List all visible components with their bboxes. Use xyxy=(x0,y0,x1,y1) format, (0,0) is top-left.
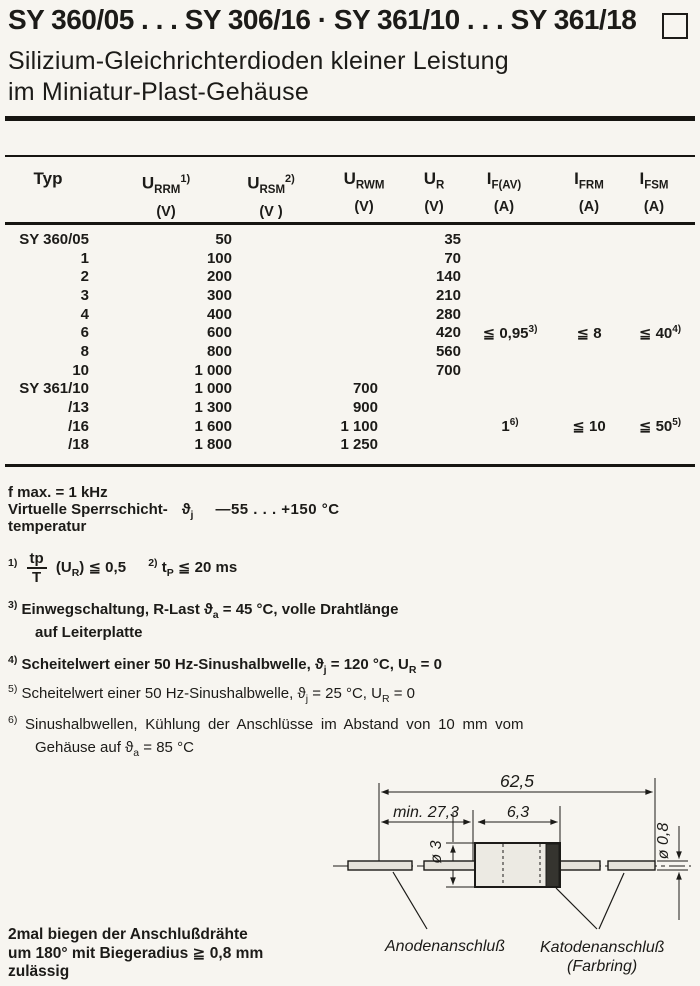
cathode-lead-segment-2 xyxy=(608,861,655,870)
table-cell: SY 361/10 xyxy=(19,380,89,398)
table-cell: 4 xyxy=(80,305,89,323)
table-cell: 1 xyxy=(80,249,89,267)
table-cell: 8 xyxy=(80,342,89,360)
table-cell: SY 360/05 xyxy=(19,230,89,248)
table-cell: 6 xyxy=(80,324,89,342)
anode-label: Anodenanschluß xyxy=(385,938,506,955)
table-cell: 400 xyxy=(206,305,232,323)
dim-body-dia-text: ø 3 xyxy=(428,840,445,864)
page-title: SY 360/05 . . . SY 306/16 · SY 361/10 . . . SY 361/18 xyxy=(8,4,637,35)
footnote-2-text: $^{2)}$ $t_P$ ≦ 20 ms xyxy=(148,556,238,579)
column-header: $U_{RSM}^{2)}$ (V ) xyxy=(247,173,295,221)
junction-temp-label-2: temperatur xyxy=(8,518,87,535)
junction-temp-label: Virtuelle Sperrschicht- xyxy=(8,501,168,518)
column-header: $U_R$ (V) xyxy=(423,169,445,216)
table-cell: 1 300 xyxy=(194,399,232,417)
table-cell: 3 xyxy=(80,286,89,304)
footnote-1-text: $(U_R)$ ≦ 0,5 xyxy=(55,558,127,579)
table-cell: ≦ 8 xyxy=(576,324,602,342)
anode-lead-segment-1 xyxy=(348,861,412,870)
cathode-lead-segment-1 xyxy=(560,861,600,870)
anode-leader-line xyxy=(393,872,427,929)
table-cell: 700 xyxy=(435,361,461,379)
table-row xyxy=(0,230,700,249)
table-cell: 210 xyxy=(435,286,461,304)
table-cell: 1 100 xyxy=(340,417,378,435)
table-cell: 1 600 xyxy=(194,417,232,435)
table-cell: 700 xyxy=(352,380,378,398)
table-cell: 1 000 xyxy=(194,361,232,379)
table-cell: 800 xyxy=(206,342,232,360)
junction-temp-value: —55 . . . +150 °C xyxy=(215,501,340,518)
table-cell: ≦ 10 xyxy=(572,418,606,436)
dim-wire-dia-text: ø 0,8 xyxy=(655,822,672,860)
table-cell: 100 xyxy=(206,249,232,267)
column-header: $U_{RRM}^{1)}$ (V) xyxy=(141,173,191,221)
table-cell: 600 xyxy=(206,324,232,342)
f-max-line: f max. = 1 kHz xyxy=(8,484,108,501)
page-subtitle xyxy=(8,46,509,108)
table-header-rule xyxy=(5,222,695,225)
table-cell: 280 xyxy=(435,305,461,323)
fraction-denominator: T xyxy=(32,569,42,586)
table-cell: ≦ 40$^{4)}$ xyxy=(638,323,682,342)
table-row xyxy=(0,380,700,399)
fraction-numerator: tp xyxy=(27,550,47,569)
title-divider-rule xyxy=(5,116,695,121)
table-cell: 2 xyxy=(80,268,89,286)
table-cell: 50 xyxy=(215,230,232,248)
table-cell: ≦ 0,95$^{3)}$ xyxy=(482,323,538,342)
table-cell: 200 xyxy=(206,268,232,286)
corner-square-mark xyxy=(662,13,688,39)
dim-body-text: 6,3 xyxy=(506,804,530,821)
column-header: $I_{FRM}$ (A) xyxy=(574,169,604,216)
table-cell: 10 xyxy=(72,361,89,379)
table-cell: 300 xyxy=(206,286,232,304)
table-body xyxy=(0,230,700,454)
table-cell: ≦ 50$^{5)}$ xyxy=(638,417,682,436)
table-row xyxy=(0,417,700,436)
table-cell: /13 xyxy=(68,399,89,417)
table-cell: 70 xyxy=(444,249,461,267)
table-cell: /16 xyxy=(68,417,89,435)
table-row xyxy=(0,361,700,380)
table-cell: 420 xyxy=(435,324,461,342)
subtitle-line-1: Silizium-Gleichrichterdioden kleiner Leistung xyxy=(8,47,509,75)
subtitle-line-2: im Miniatur-Plast-Gehäuse xyxy=(8,78,309,106)
table-cell: 1 800 xyxy=(194,436,232,454)
table-cell: 560 xyxy=(435,342,461,360)
table-row xyxy=(0,249,700,268)
table-row xyxy=(0,398,700,417)
column-header: $U_{RWM}$ (V) xyxy=(343,169,385,216)
dim-lead-min-text: min. 27,3 xyxy=(393,804,459,821)
ratings-table xyxy=(0,166,700,454)
table-cell: 35 xyxy=(444,230,461,248)
footnote-6-line2: Gehäuse auf $ϑ_a = 85$ °C xyxy=(35,739,194,759)
table-bottom-rule xyxy=(5,464,695,467)
column-header: Typ xyxy=(33,169,63,188)
table-cell: 1 250 xyxy=(340,436,378,454)
table-row xyxy=(0,286,700,305)
footnote-4: $^{4)}$ Scheitelwert einer 50 Hz-Sinushalbwelle, $ϑ_j = 120$ °C, $U_R = 0$ xyxy=(8,654,442,676)
bending-note xyxy=(8,926,263,982)
table-row xyxy=(0,436,700,455)
bending-note-line3: zulässig xyxy=(8,963,70,980)
footnote-1-2 xyxy=(8,550,237,586)
table-row xyxy=(0,305,700,324)
table-cell: 140 xyxy=(435,268,461,286)
table-cell: 900 xyxy=(352,399,378,417)
table-row xyxy=(0,323,700,342)
column-header: $I_{FSM}$ (A) xyxy=(639,169,669,216)
footnote-6-line1: $^{6)}$ Sinushalbwellen, Kühlung der Anschlüsse im Abstand von 10 mm vom xyxy=(8,714,524,733)
theta-j-symbol: $ϑ_j$ xyxy=(181,501,194,521)
table-row xyxy=(0,267,700,286)
table-cell: /18 xyxy=(68,436,89,454)
bending-note-line2: um 180° mit Biegeradius ≧ 0,8 mm xyxy=(8,944,264,962)
cathode-leader-line-band xyxy=(556,888,597,929)
table-header-row xyxy=(0,166,700,221)
footnote-3-line2: auf Leiterplatte xyxy=(35,624,143,641)
cathode-sublabel: (Farbring) xyxy=(567,958,638,975)
cathode-band xyxy=(546,844,559,887)
footnote-3-line1: $^{3)}$ Einwegschaltung, R-Last $ϑ_a = 45$ °C, volle Drahtlänge xyxy=(8,599,399,621)
bending-note-line1: 2mal biegen der Anschlußdrähte xyxy=(8,926,248,943)
footnote-1-marker: 1) xyxy=(8,556,18,569)
cathode-label: Katodenanschluß xyxy=(540,939,665,956)
footnote-5: $^{5)}$ Scheitelwert einer 50 Hz-Sinushalbwelle, $ϑ_j = 25$ °C, $U_R = 0$ xyxy=(8,683,416,705)
table-row xyxy=(0,342,700,361)
table-cell: 1$^{6)}$ xyxy=(501,417,519,436)
table-top-rule xyxy=(5,155,695,157)
column-header: $I_{F(AV)}$ (A) xyxy=(486,169,522,216)
table-cell: 1 000 xyxy=(194,380,232,398)
dim-total-text: 62,5 xyxy=(499,771,535,791)
cathode-leader-line-wire xyxy=(599,873,624,929)
package-outline-drawing xyxy=(325,756,700,986)
duty-cycle-fraction xyxy=(27,550,47,586)
